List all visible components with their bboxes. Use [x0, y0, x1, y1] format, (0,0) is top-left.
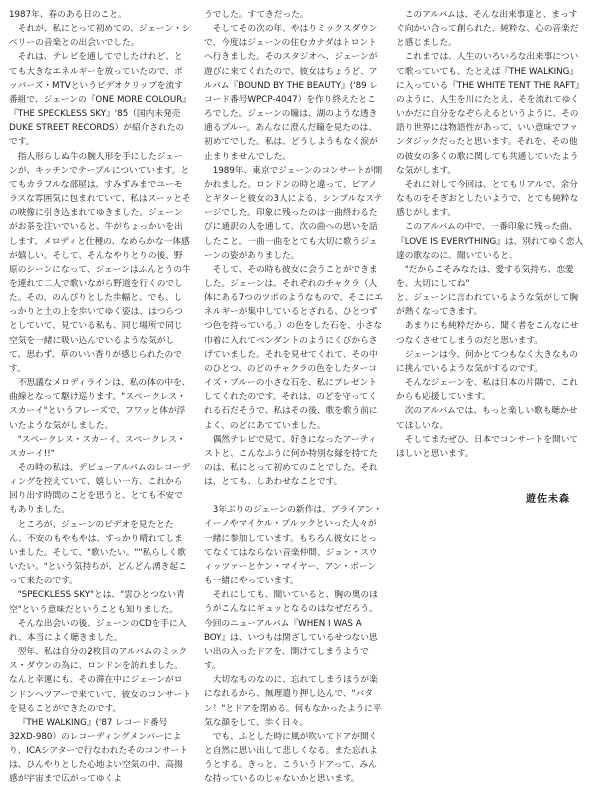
paragraph: 『THE WALKING』('87 レコード番号32XD-980）のレコーディングメンバーにより、ICAシアターで行なわれたそのコンサートは、ひんやりとした心地よい空気の中、高揚感が宇宙まで広がってゆくよ: [9, 717, 189, 785]
paragraph: そんな出会いの後、ジェーンのCDを手に入れ、本当によく聴きました。: [9, 618, 187, 643]
text-column-1: [9, 8, 191, 787]
paragraph: そんなジェーンを、私は日本の片隅で、これからも応援しています。: [396, 378, 578, 403]
paragraph: それは、テレビを通してでしたけれど、とても大きなエネルギーを放っていたので、ポッパーズ・MTVというビデオクリップを流す番組で、ジェーンの『ONE MORE COLOUR』『THE SPECKLESS SKY』'85（国内未発売 DUKE STREET RECORDS）が紹介されたのです。: [9, 52, 191, 148]
paragraph: これまでは、人生のいろいろな出来事について歌っていても、たとえば『THE WALKING』に入っている『THE WHITE TENT THE RAFT』のように、人生を川にたとえ、そを流れてゆくいかだに自分をなぞらえるというように、その語り世界には物語性があって、いい意味でファンタジックだったと思います。それを、その他の彼女の多くの歌に関しても共通していたような気がします。: [396, 52, 585, 176]
paragraph: "だからこそみなたは、愛する気持ち、恋愛を、大切にしてね": [396, 264, 574, 289]
paragraph: それが、私にとって初めての、ジェーン・シベリーの音楽との出会いでした。: [9, 24, 191, 49]
paragraph: このアルバムの中で、一番印象に残った曲、『LOVE IS EVERYTHING』は、別れてゆく恋人達の歌なのに、聞いていると、: [396, 222, 584, 261]
text-column-2: [204, 8, 384, 786]
paragraph: それにしても、聞いていると、胸の奥のほうがこんなにギュッとなるのはなぜだろう。今回のニューアルバム『WHEN I WAS A BOY』は、いつもは閉ざしているせつない思い出の入ったドアを、開けてしまうようです。: [204, 590, 378, 672]
paragraph: ところが、ジェーンのビデオを見たとたん、不安のもやもやは、すっかり晴れてしまいました。そして、"歌いたい。""私らしく歌いたい。"という気持ちが、どんどん湧き起こって来たのです。: [9, 519, 187, 587]
paragraph: と、ジェーンに言われているような気がして胸が熱くなってきます。: [396, 293, 579, 318]
paragraph: ジェーンは今、何かとてつもなく大きなものに挑んでいるような気がするのです。: [396, 349, 579, 374]
paragraph: 次のアルバムでは、もっと楽しい歌も聴かせてほしいな。: [396, 406, 578, 431]
paragraph: 大切なものなのに、忘れてしまうほうが楽になれるから、無理遣り押し込んで、"バタン！"とドアを閉める。何もなかったように平気な顔をして、歩く日々。: [204, 675, 382, 728]
paragraph: そしてまたぜひ、日本でコンサートを開いてほしいと思います。: [396, 434, 579, 459]
paragraph: その時の私は、デビューアルバムのレコーディングを控えていて、嬉しい一方、これから回り出す時間のことを思うと、とても不安でもありました。: [9, 463, 191, 516]
paragraph: 1987年、春のある日のこと。: [9, 10, 127, 20]
paragraph: 偶然テレビで見て、好きになったアーティストと、こんなふうに何か特別な縁を持てたのは、私にとって初めてのことでした。それは、とても、しあわせなことです。: [204, 434, 378, 488]
paragraph: 3年ぶりのジェーンの新作は、ブライアン・イーノやマイケル・ブルックといった人々が一緒に参加しています。もちろん彼女にとってなくてはならない音楽仲間、ジョン・スウィッツァーとケン・マイヤー、アン・ボーンも一緒にやっています。: [204, 505, 383, 587]
paragraph: "SPECKLESS SKY"とは、"雲ひとつない青空"という意味だということも知りました。: [9, 590, 185, 615]
paragraph: 不思議なメロディラインは、私の体の中を、曲線となって駆け巡ります。"スペークレス・スカーイ"というフレーズで、フワッと体が浮いたような気がしました。: [9, 378, 191, 431]
paragraph: あまりにも純粋だから、聞く者をこんなにせつなくさせてしまうのだと思います。: [396, 321, 579, 346]
paragraph: このアルバムは、そんな出来事達と、まっすぐ向かい合って創られた、純粋な、心の音楽だと感じました。: [396, 10, 579, 49]
paragraph: 指人形らしぬ牛の腕人形を手にしたジェーンが、キッチンでテーブルについています。とてもカラフルな部屋は、すみずみまでユーモラスな雰囲気に包まれていて、私はスーッとその映像に引き込まれてゆきました。ジェーンがお茶を注いでいると、牛がちょっかいを出します。メロディと仕種の、なめらかな一体感が嬉しい。そして、そんなやりとりの後、野原のシーンになって、ジェーンはふんとうの牛を連れて二人で歌いながら野道を行くのでした。その、のんびりとした歩幅と、でも、しっかりと土の上を歩いてゆく姿は、はつらつとしていて、見ている私も、同じ場所で同じ空気を一緒に吸い込んでいるような気がして、思わず、草のいい香りが感じられたのです。: [9, 151, 191, 374]
paragraph: "スペークレス・スカーイ、スペークレス・スカーイ!!": [9, 434, 186, 459]
paragraph: そしてその次の年、やはりミックスダウンで、今度はジェーンの住むカナダはトロントへ行きました。そのスタジオへ、ジェーンが遊びに来てくれたので、彼女はちょうど、アルバム『BOUND BY THE BEAUTY』('89 レコード番号WPCP-4047）を作り終えたところでした。ジェーンの瞳は、湖のような透き通るブルー。あんなに澄んだ瞳を見たのは、初めてでした。私は、どうしようもなく涙が止まりませんでした。: [204, 24, 379, 162]
author-signature: 遊佐未森: [526, 494, 570, 505]
text-column-3: [396, 8, 586, 461]
paragraph: それに対して今回は、とてもリアルで、余分なものをそぎおとしたいようで、とても純粋な感じがします。: [396, 179, 579, 219]
paragraph: うでした。すてきだった。: [204, 10, 309, 20]
paragraph: 翌年、私は自分の2枚目のアルバムのミックス・ダウンの為に、ロンドンを訪れました。なんと幸運にも、その滞在中にジェーンがロンドンへツアーで来ていて、彼女のコンサートを見ることができたのです。: [9, 647, 192, 714]
paragraph: そして、その時も彼女に会うことができました。ジェーンは、それぞれのチャクラ（人体にある7つのツボのようなもので、そこにエネルギーが集中しているとされる、ひとつずつ色を持っている。）の色をした石を、小さな巾着に入れてペンダントのようにくびからさげていました。それを見せてくれて、その中のひとつ、のどのチャクラの色をしたターコイズ・ブルーの小さな石を、私にプレゼントしてくれたのです。それは、のどを守ってくれる石だそうで、私はその後、歌を歌う前によく、のどにあてていました。: [204, 264, 383, 431]
paragraph: でも、ふとした時に風が吹いてドアが開くと自然に思い出して悲しくなる。また忘れようとする。きっと、こういうドアって、みんな持っているのじゃないかと思います。: [204, 731, 378, 785]
paragraph: 1989年、東京でジェーンのコンサートが開かれました。ロンドンの時と違って、ピアノとギターと彼女の3人による、シンプルなステージでした。印象に残ったのは一曲終わるたびに通訳の人を通して、次の曲への思いを話したこと。一曲一曲をとても大切に歌うジェーンの姿がありました。: [204, 165, 383, 261]
